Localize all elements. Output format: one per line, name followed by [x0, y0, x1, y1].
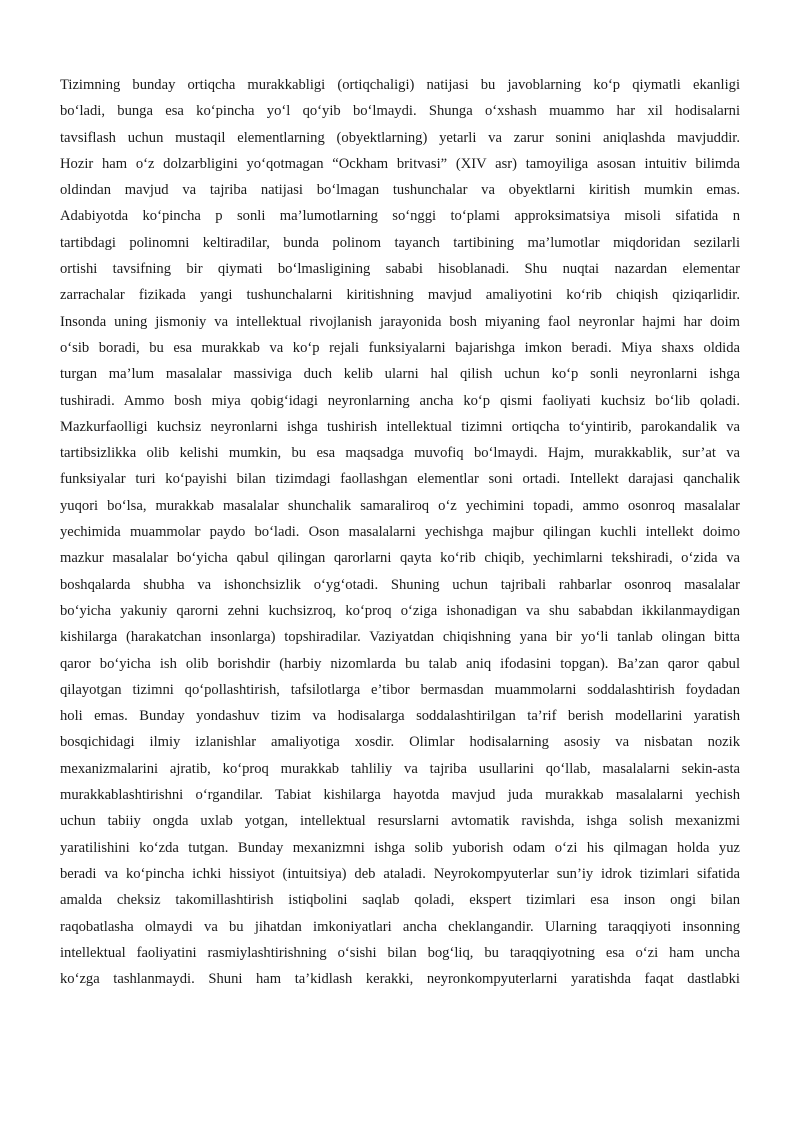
body-paragraph	[60, 72, 740, 992]
text-line: murakkablashtirishni o‘rgandilar. Tabiat kishilarga hayotda mavjud juda murakkab masalalarni yechish	[60, 787, 740, 804]
text-line: ortishi tavsifning bir qiymati bo‘lmasligining sababi hisoblanadi. Shu nuqtai nazardan elementar	[60, 261, 740, 278]
text-line: funksiyalar turi ko‘payishi bilan tizimdagi faollashgan elementlar soni ortadi. Intellekt darajasi qanchalik	[60, 471, 740, 488]
text-line: kishilarga (harakatchan insonlarga) topshiradilar. Vaziyatdan chiqishning yana bir yo‘li tanlab olingan bitta	[60, 629, 740, 646]
text-line: qaror bo‘yicha ish olib borishdir (harbiy nizomlarda bu talab aniq ifodasini topgan). Ba’zan qaror qabul	[60, 655, 740, 672]
text-line: oldindan mavjud va tajriba natijasi bo‘lmagan tushunchalar va obyektlarni kiritish mumkin emas.	[60, 182, 740, 199]
text-line: o‘sib boradi, bu esa murakkab va ko‘p rejali funksiyalarni bajarishga imkon beradi. Miya shaxs oldida	[60, 339, 740, 356]
text-line: Adabiyotda ko‘pincha p sonli ma’lumotlarning so‘nggi to‘plami approksimatsiya misoli sifatida n	[60, 208, 740, 225]
text-line: intellektual faoliyatini rasmiylashtirishning o‘sishi bilan bog‘liq, bu taraqqiyotning esa o‘zi ham uncha	[60, 944, 740, 961]
text-line: yuqori bo‘lsa, murakkab masalalar shunchalik samaraliroq o‘z yechimini topadi, ammo osonroq masalalar	[60, 497, 740, 514]
text-line: Tizimning bunday ortiqcha murakkabligi (ortiqchaligi) natijasi bu javoblarning ko‘p qiymatli ekanligi	[60, 77, 740, 93]
text-line: bosqichidagi ilmiy izlanishlar amaliyotiga xosdir. Olimlar hodisalarning asosiy va nisbatan nozik	[60, 734, 740, 751]
text-line: yechimida muammolar paydo bo‘ladi. Oson masalalarni yechishga majbur qilingan kuchli intellekt doimo	[60, 524, 740, 541]
text-line: bo‘yicha yakuniy qarorni zehni kuchsizroq, ko‘proq o‘ziga ishonadigan va shu sababdan ikkilanmaydigan	[60, 602, 740, 619]
text-line: amalda cheksiz takomillashtirish istiqbolini saqlab qoladi, ekspert tizimlari esa inson ongi bilan	[60, 892, 740, 909]
text-line: uchun tabiiy ongda uxlab yotgan, intellektual resurslarni avtomatik ravishda, ishga solish mexanizmi	[60, 813, 740, 830]
text-line: yaratilishini ko‘zda tutgan. Bunday mexanizmni ishga solib yuborish odam o‘zi his qilmagan holda yuz	[60, 839, 740, 856]
text-line: bo‘ladi, bunga esa ko‘pincha yo‘l qo‘yib bo‘lmaydi. Shunga o‘xshash muammo har xil hodisalarni	[60, 103, 740, 120]
text-line: Insonda uning jismoniy va intellektual rivojlanish jarayonida bosh miyaning faol neyronlar hajmi har doim	[60, 313, 740, 330]
text-line: Hozir ham o‘z dolzarbligini yo‘qotmagan “Ockham britvasi” (XIV asr) tamoyiliga asosan intuitiv bilimda	[60, 155, 740, 172]
text-line: turgan ma’lum masalalar massiviga duch kelib ularni hal qilish uchun ko‘p sonli neyronlarni ishga	[60, 366, 740, 383]
text-line: mexanizmalarini ajratib, ko‘proq murakkab tahliliy va tajriba usullarini qo‘llab, masalalarni sekin-asta	[60, 760, 740, 777]
text-line: tartibsizlikka olib kelishi mumkin, bu esa maqsadga muvofiq bo‘lmaydi. Hajm, murakkablik, sur’at va	[60, 445, 740, 462]
text-line: mazkur masalalar bo‘yicha qabul qilingan qarorlarni qayta ko‘rib chiqib, yechimlarni tekshiradi, o‘zida va	[60, 550, 740, 567]
text-line: boshqalarda shubha va ishonchsizlik o‘yg‘otadi. Shuning uchun tajribali rahbarlar osonroq masalalar	[60, 576, 740, 593]
text-line: tushiradi. Ammo bosh miya qobig‘idagi neyronlarning ancha ko‘p qismi faoliyati kuchsiz bo‘lib qoladi.	[60, 392, 740, 409]
text-line: holi emas. Bunday yondashuv tizim va hodisalarga soddalashtirilgan ta’rif berish modellarini yaratish	[60, 708, 740, 725]
text-line: ko‘zga tashlanmaydi. Shuni ham ta’kidlash kerakki, neyronkompyuterlarni yaratishda faqat dastlabki	[60, 971, 740, 988]
text-line: qilayotgan tizimni qo‘pollashtirish, tafsilotlarga e’tibor bermasdan muammolarni soddalashtirish foydadan	[60, 681, 740, 698]
text-line: Mazkurfaolligi kuchsiz neyronlarni ishga tushirish intellektual tizimni ortiqcha to‘yintirib, parokandalik va	[60, 418, 740, 435]
text-line: raqobatlasha olmaydi va bu jihatdan imkoniyatlari ancha cheklangandir. Ularning taraqqiyoti insonning	[60, 918, 740, 935]
text-line: tartibdagi polinomni keltiradilar, bunda polinom tayanch tartibining ma’lumotlar miqdoridan sezilarli	[60, 234, 740, 251]
text-line: beradi va ko‘pincha ichki hissiyot (intuitsiya) deb ataladi. Neyrokompyuterlar sun’iy idrok tizimlari sifatida	[60, 865, 740, 882]
text-line: tavsiflash uchun mustaqil elementlarning (obyektlarning) yetarli va zarur sonini aniqlashda mavjuddir.	[60, 129, 740, 146]
text-line: zarrachalar fizikada yangi tushunchalarni kiritishning mavjud amaliyotini ko‘rib chiqish qiziqarlidir.	[60, 287, 740, 304]
